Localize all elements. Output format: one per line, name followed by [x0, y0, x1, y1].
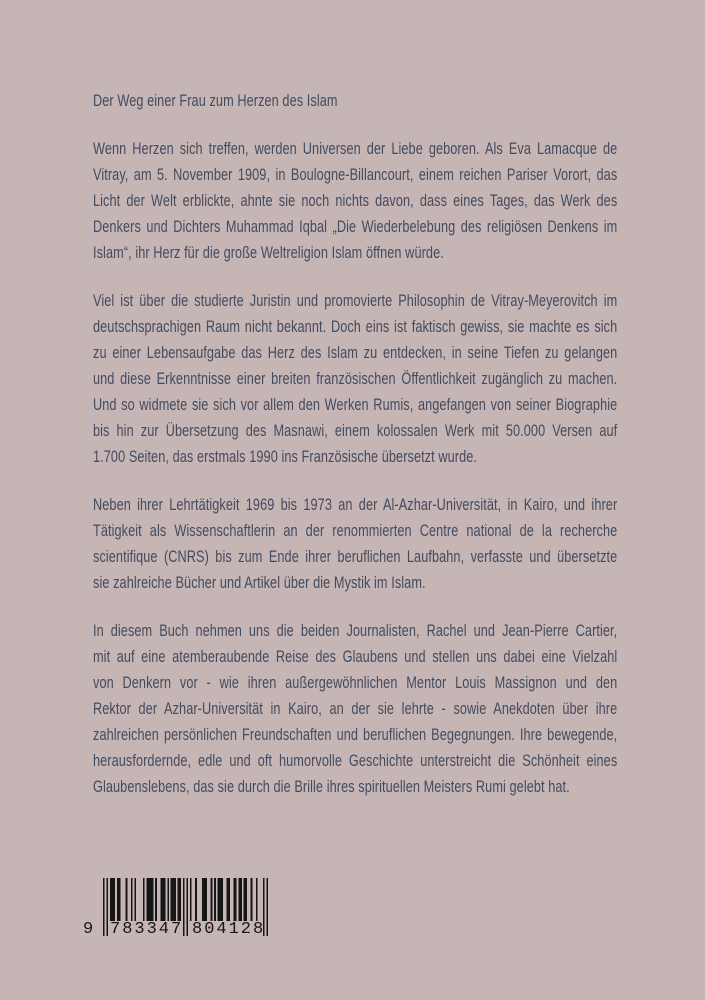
barcode-first-digit: 9 [83, 920, 94, 939]
text-line: Glaubenslebens, das sie durch die Brille ihres spirituellen Meisters Rumi gelebt hat. [93, 778, 570, 796]
text-line: Rektor der Azhar-Universität in Kairo, an der sie lehrte - sowie Anekdoten über ihre [93, 700, 618, 718]
text-line: von Denkern vor - wie ihren außergewöhnlichen Mentor Louis Massignon und den [93, 674, 618, 692]
synopsis-paragraph [93, 618, 617, 800]
text-line: herausfordernde, edle und oft humorvolle Geschichte unterstreicht die Schönheit eines [93, 752, 618, 770]
text-line: Vitray, am 5. November 1909, in Boulogne-Billancourt, einem reichen Pariser Vorort, das [93, 166, 618, 184]
text-line: scientifique (CNRS) bis zum Ende ihrer beruflichen Laufbahn, verfasste und übersetzte [93, 548, 618, 566]
text-line: 1.700 Seiten, das erstmals 1990 ins Französische übersetzt wurde. [93, 448, 478, 466]
text-line: In diesem Buch nehmen uns die beiden Journalisten, Rachel und Jean-Pierre Cartier, [93, 622, 618, 640]
text-line: deutschsprachigen Raum nicht bekannt. Doch eins ist faktisch gewiss, sie machte es sich [93, 318, 618, 336]
text-line: Und so widmete sie sich vor allem den Werken Rumis, angefangen von seiner Biographie [93, 396, 618, 414]
blurb-text-block [93, 88, 617, 800]
barcode-right-digits: 804128 [192, 920, 266, 939]
text-line: und diese Erkenntnisse einer breiten französischen Öffentlichkeit zugänglich zu machen. [93, 370, 618, 388]
text-line: Neben ihrer Lehrtätigkeit 1969 bis 1973 an der Al-Azhar-Universität, in Kairo, und ihrer [93, 496, 618, 514]
text-line: mit auf eine atemberaubende Reise des Glaubens und stellen uns dabei eine Vielzahl [93, 648, 618, 666]
synopsis-paragraph [93, 136, 617, 266]
page-title: Der Weg einer Frau zum Herzen des Islam [93, 92, 338, 110]
barcode-left-digits: 783347 [110, 920, 184, 939]
text-line: Wenn Herzen sich treffen, werden Universen der Liebe geboren. Als Eva Lamacque de [93, 140, 618, 158]
text-line: zu einer Lebensaufgabe das Herz des Islam zu entdecken, in seine Tiefen zu gelangen [93, 344, 618, 362]
synopsis-paragraph [93, 492, 617, 596]
text-line: zahlreichen persönlichen Freundschaften und beruflichen Begegnungen. Ihre bewegende, [93, 726, 618, 744]
text-line: Viel ist über die studierte Juristin und promovierte Philosophin de Vitray-Meyerovitch im [93, 292, 618, 310]
isbn-barcode [84, 878, 276, 938]
synopsis-paragraph [93, 288, 617, 470]
text-line: sie zahlreiche Bücher und Artikel über die Mystik im Islam. [93, 574, 426, 592]
text-line: Licht der Welt erblickte, ahnte sie noch nichts davon, dass eines Tages, das Werk des [93, 192, 618, 210]
text-line: Islam“, ihr Herz für die große Weltreligion Islam öffnen würde. [93, 244, 444, 262]
text-line: Tätigkeit als Wissenschaftlerin an der renommierten Centre national de la recherche [93, 522, 618, 540]
text-line: bis hin zur Übersetzung des Masnawi, einem kolossalen Werk mit 50.000 Versen auf [93, 422, 618, 440]
text-line: Denkers und Dichters Muhammad Iqbal „Die Wiederbelebung des religiösen Denkens im [93, 218, 618, 236]
